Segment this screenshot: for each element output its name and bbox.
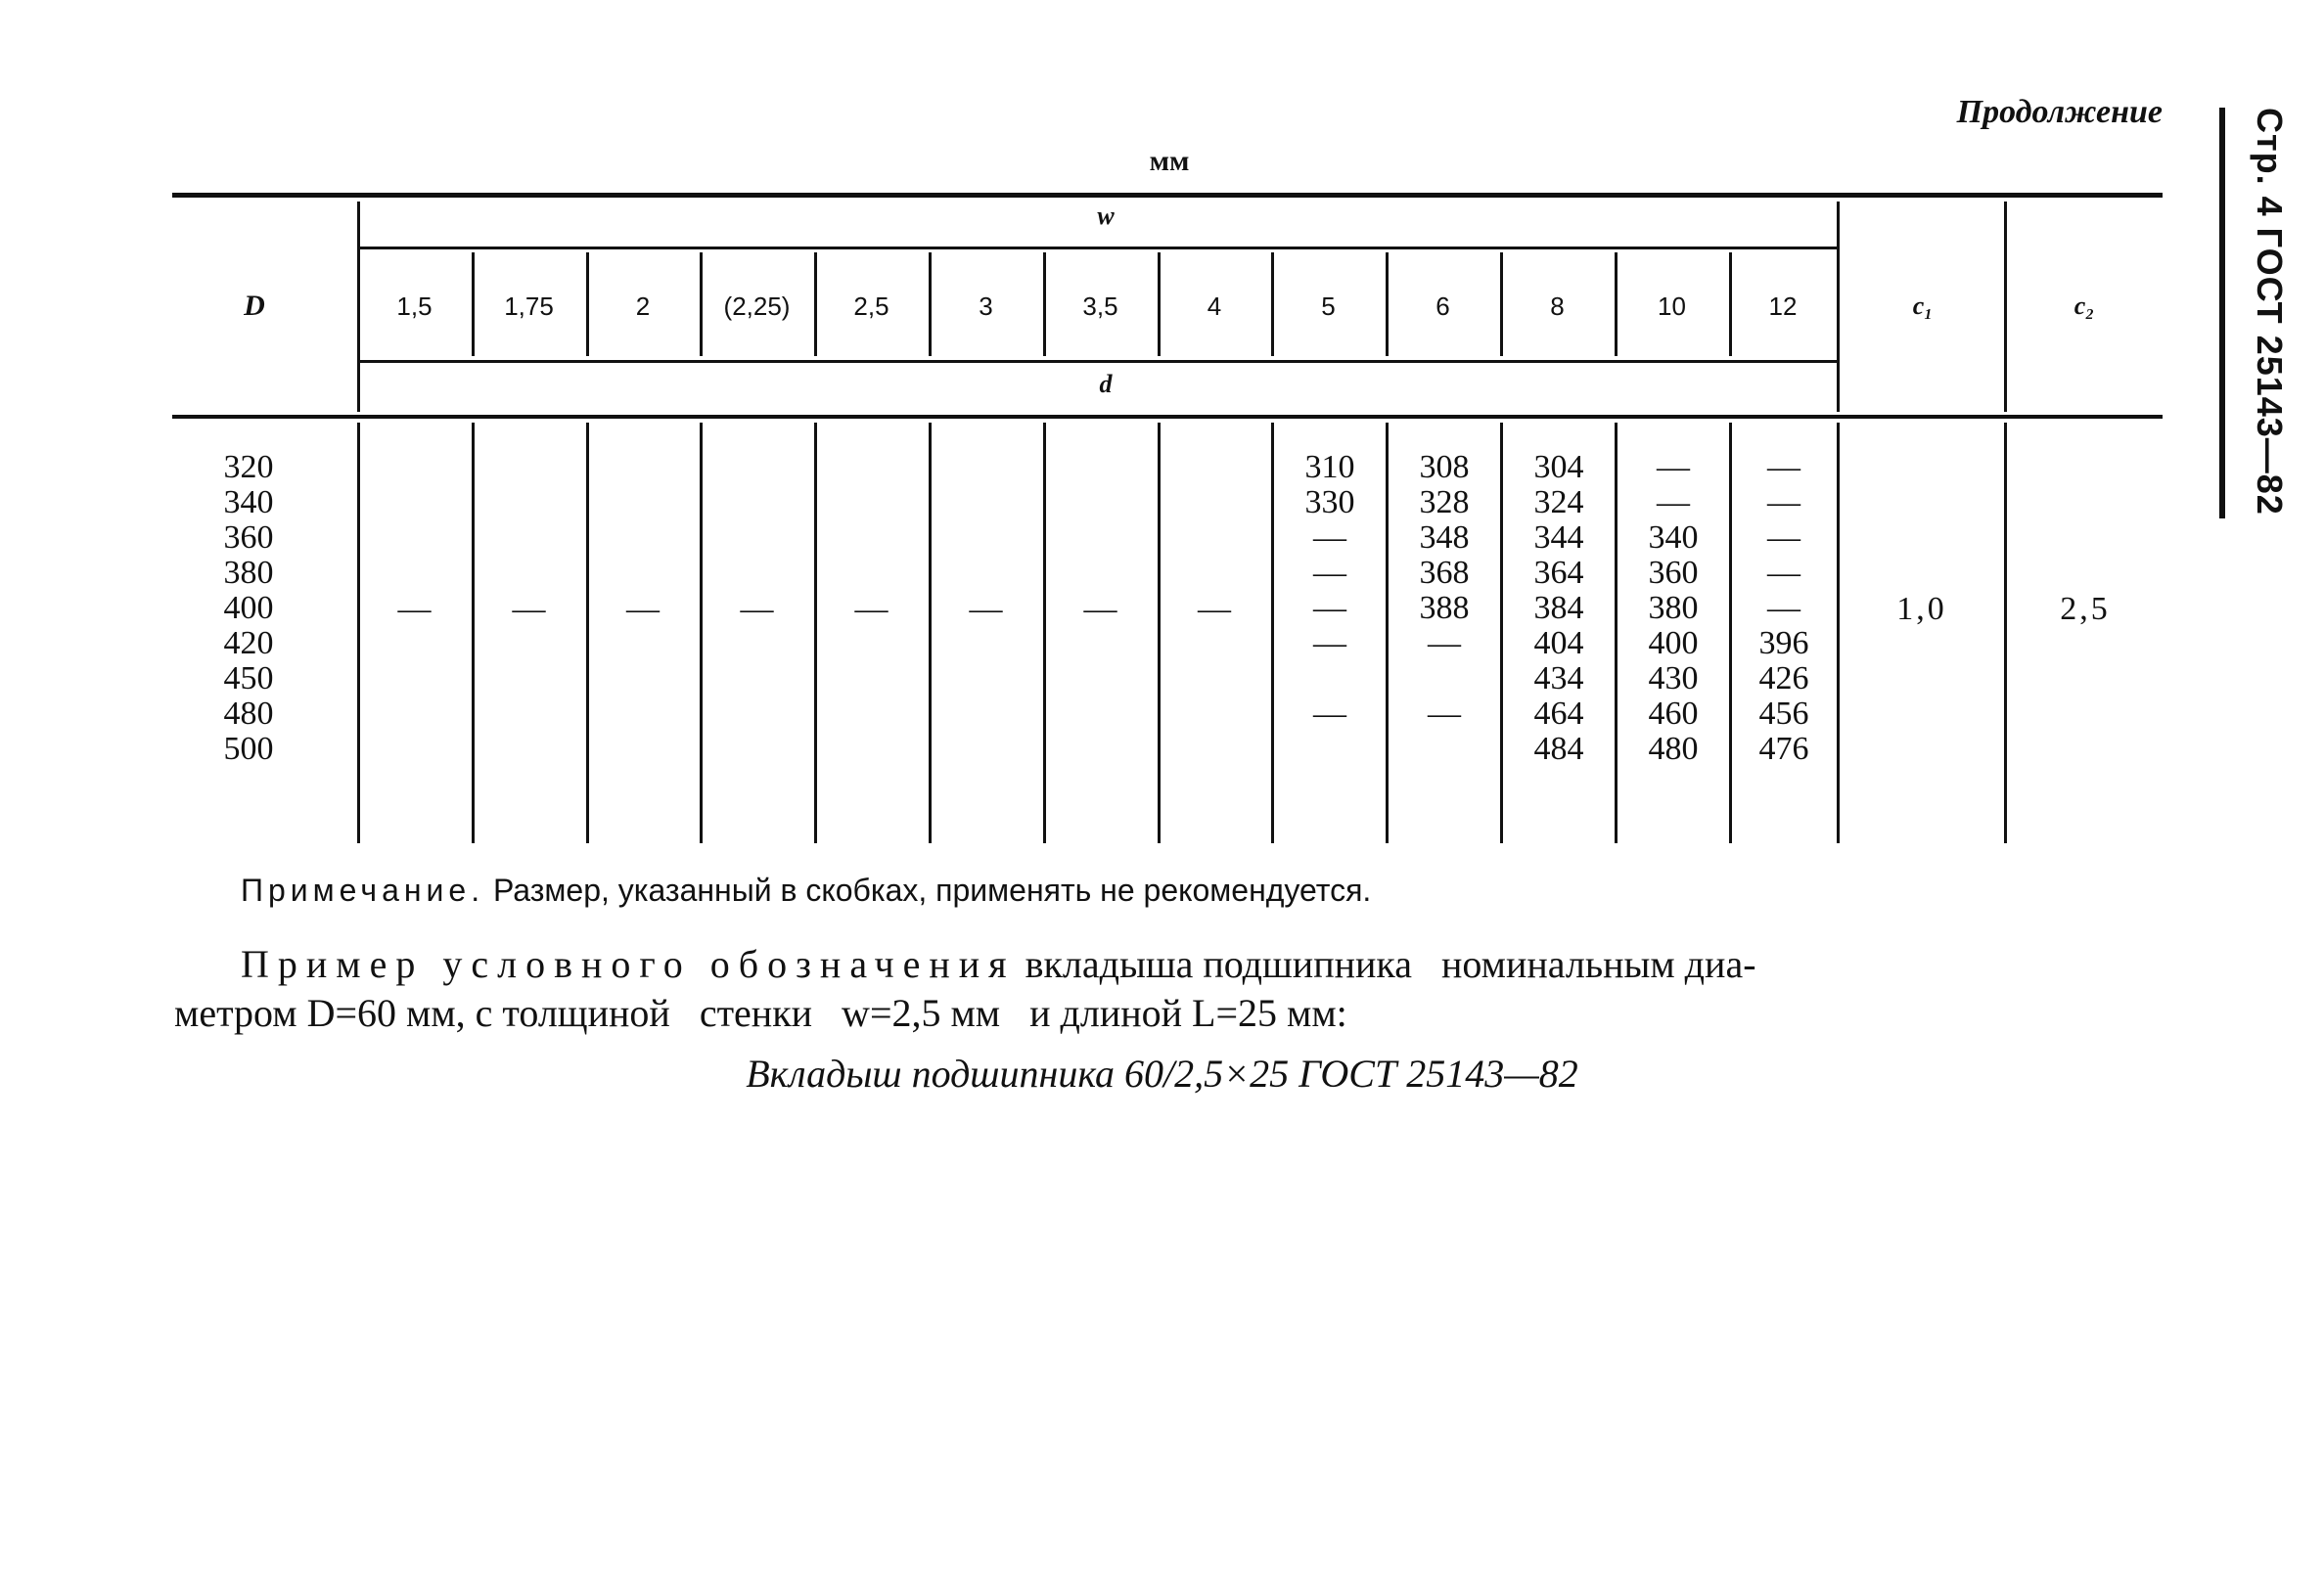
table-cell: 330 <box>1304 484 1355 520</box>
body-column-divider <box>929 423 932 843</box>
d-header-rule <box>359 360 1839 363</box>
table-cell: — <box>1767 449 1800 485</box>
dash-cell: — <box>626 591 660 627</box>
body-column-divider <box>814 423 817 843</box>
table-cell: — <box>1767 590 1800 626</box>
table-cell: — <box>1313 590 1346 626</box>
header-w: w <box>1097 202 1115 230</box>
table-cell: 400 <box>223 590 274 626</box>
table-top-rule <box>172 193 2163 198</box>
column-D-values <box>192 450 305 767</box>
dash-cell: — <box>1198 591 1231 627</box>
table-cell: — <box>1767 555 1800 591</box>
table-cell: 310 <box>1304 449 1355 485</box>
header-D: D <box>244 290 265 322</box>
table-cell: 380 <box>223 555 274 591</box>
table-cell: 320 <box>223 449 274 485</box>
side-rule <box>2219 108 2225 518</box>
table-cell: 400 <box>1648 625 1699 661</box>
table-cell: 344 <box>1533 519 1584 556</box>
w-value-header: 3 <box>979 292 993 321</box>
table-cell: 480 <box>223 696 274 732</box>
header-bottom-rule <box>172 415 2163 419</box>
header-d: d <box>1099 370 1113 398</box>
table-cell: 450 <box>223 660 274 696</box>
table-cell: 460 <box>1648 696 1699 732</box>
w-value-header: 8 <box>1550 292 1565 321</box>
dash-cell: — <box>740 591 774 627</box>
table-cell: 348 <box>1419 519 1470 556</box>
body-column-divider <box>586 423 589 843</box>
w-value-header: 1,75 <box>504 292 554 321</box>
header-c2: c₂ <box>2073 292 2095 320</box>
table-cell <box>1273 661 1387 696</box>
table-cell: 308 <box>1419 449 1470 485</box>
w-value-header: 4 <box>1207 292 1222 321</box>
table-cell: — <box>1313 555 1346 591</box>
table-cell: 360 <box>223 519 274 556</box>
dash-cell: — <box>397 591 432 627</box>
w-value-header: (2,25) <box>723 292 791 321</box>
table-cell: 328 <box>1419 484 1470 520</box>
w-value-header: 3,5 <box>1082 292 1118 321</box>
w-value-header: 2 <box>635 292 651 321</box>
dash-cell: — <box>969 591 1003 627</box>
note-text: Размер, указанный в скобках, применять не рекомендуется. <box>493 873 1372 908</box>
table-cell: 480 <box>1648 731 1699 767</box>
table-cell: — <box>1767 484 1800 520</box>
table-cell: 368 <box>1419 555 1470 591</box>
table-cell: 364 <box>1533 555 1584 591</box>
table-cell: — <box>1313 696 1346 732</box>
column-w6-values <box>1388 450 1501 767</box>
column-w10-values <box>1617 450 1730 767</box>
example-designation: Вкладыш подшипника 60/2,5×25 ГОСТ 25143—82 <box>746 1052 1578 1096</box>
table-cell: 434 <box>1533 660 1584 696</box>
table-cell: 360 <box>1648 555 1699 591</box>
table-cell: — <box>1657 449 1690 485</box>
body-column-divider <box>1043 423 1046 843</box>
example-line-2: метром D=60 мм, с толщиной стенки w=2,5 мм и длиной L=25 мм: <box>174 991 1347 1035</box>
table-cell <box>1273 732 1387 767</box>
body-column-divider <box>1837 423 1840 843</box>
table-cell: 476 <box>1758 731 1809 767</box>
table-cell: 340 <box>1648 519 1699 556</box>
c1-value: 1,0 <box>1896 591 1947 627</box>
column-w8-values <box>1502 450 1616 767</box>
table-cell: — <box>1313 625 1346 661</box>
example-line-1 <box>241 941 2159 987</box>
table-cell: 304 <box>1533 449 1584 485</box>
table-cell: 324 <box>1533 484 1584 520</box>
table-cell: 340 <box>223 484 274 520</box>
table-cell: 380 <box>1648 590 1699 626</box>
table-cell: — <box>1313 519 1346 556</box>
continuation-label: Продолжение <box>1956 94 2163 130</box>
table-cell: 404 <box>1533 625 1584 661</box>
table-cell: 484 <box>1533 731 1584 767</box>
w-value-header: 12 <box>1768 292 1798 321</box>
body-column-divider <box>1158 423 1161 843</box>
example-intro-spaced: Пример условного обозначения <box>241 942 1016 986</box>
column-w12-values <box>1731 450 1837 767</box>
table-cell: 456 <box>1758 696 1809 732</box>
table-cell: — <box>1428 625 1461 661</box>
table-cell: 500 <box>223 731 274 767</box>
w-header-rule <box>359 247 1839 249</box>
table-cell: — <box>1428 696 1461 732</box>
table-cell: 430 <box>1648 660 1699 696</box>
side-page-header: Стр. 4 ГОСТ 25143—82 <box>2250 108 2290 516</box>
table-cell: 464 <box>1533 696 1584 732</box>
table-cell: 396 <box>1758 625 1809 661</box>
dash-cell: — <box>1083 591 1117 627</box>
table-cell: — <box>1767 519 1800 556</box>
table-cell: 388 <box>1419 590 1470 626</box>
table-cell: — <box>1657 484 1690 520</box>
w-value-header: 1,5 <box>396 292 433 321</box>
table-cell <box>1388 661 1501 696</box>
w-value-header: 2,5 <box>853 292 889 321</box>
table-cell <box>1388 732 1501 767</box>
table-cell: 426 <box>1758 660 1809 696</box>
dash-cell: — <box>854 591 889 627</box>
column-w5-values <box>1273 450 1387 767</box>
dash-cell: — <box>512 591 546 627</box>
header-c1: c₁ <box>1912 292 1934 320</box>
units-label: мм <box>1149 145 1190 177</box>
note-label: Примечание. <box>241 873 485 908</box>
w-value-header: 10 <box>1658 292 1686 321</box>
w-value-header: 6 <box>1435 292 1450 321</box>
body-column-divider <box>357 423 360 843</box>
body-column-divider <box>700 423 703 843</box>
w-value-header: 5 <box>1321 292 1336 321</box>
body-column-divider <box>472 423 475 843</box>
example-intro-rest: вкладыша подшипника номинальным диа- <box>1025 942 1756 986</box>
table-note <box>241 873 1371 909</box>
c2-value: 2,5 <box>2060 591 2111 627</box>
table-cell: 384 <box>1533 590 1584 626</box>
table-cell: 420 <box>223 625 274 661</box>
body-column-divider <box>2004 423 2007 843</box>
